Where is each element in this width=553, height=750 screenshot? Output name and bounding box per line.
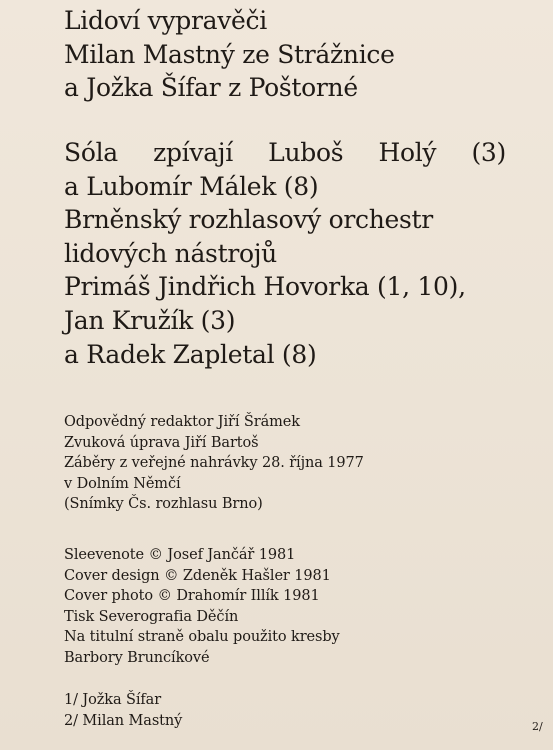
narrators-line: Milan Mastný ze Strážnice <box>64 39 395 69</box>
photo-caption: 1/ Jožka Šífar <box>64 692 162 708</box>
performers-word: Holý <box>378 138 437 167</box>
narrators-block <box>64 4 395 105</box>
credits-line: Cover design © Zdeněk Hašler 1981 <box>64 567 331 584</box>
narrators-line: a Jožka Šífar z Poštorné <box>64 73 358 103</box>
credits-line: Cover photo © Drahomír Illík 1981 <box>64 588 320 605</box>
performers-word: Luboš <box>268 138 344 167</box>
performers-line: lidových nástrojů <box>64 238 277 268</box>
credits-block <box>64 545 340 669</box>
credits-line: Sleevenote © Josef Jančář 1981 <box>64 547 296 563</box>
narrators-line: Lidoví vypravěči <box>64 6 267 35</box>
credits-line: Tisk Severografia Děčín <box>64 608 239 625</box>
page-marker: 2/ <box>532 720 543 733</box>
performers-word: (3) <box>471 138 506 167</box>
performers-block <box>64 136 524 371</box>
performers-first-line <box>64 136 506 170</box>
photo-caption: 2/ Milan Mastný <box>64 712 183 729</box>
performers-word: zpívají <box>153 138 233 167</box>
performers-line: a Radek Zapletal (8) <box>64 339 317 369</box>
production-line: Odpovědný redaktor Jiří Šrámek <box>64 414 300 430</box>
performers-line: Primáš Jindřich Hovorka (1, 10), <box>64 272 466 302</box>
performers-line: Jan Kružík (3) <box>64 305 236 335</box>
production-line: (Snímky Čs. rozhlasu Brno) <box>64 496 263 513</box>
production-line: Záběry z veřejné nahrávky 28. října 1977 <box>64 455 364 472</box>
performers-line: Brněnský rozhlasový orchestr <box>64 205 433 235</box>
performers-word: Sóla <box>64 138 118 167</box>
credits-line: Na titulní straně obalu použito kresby <box>64 629 340 646</box>
production-line: Zvuková úprava Jiří Bartoš <box>64 434 259 451</box>
production-block <box>64 412 364 515</box>
production-line: v Dolním Němčí <box>64 475 181 492</box>
credits-line: Barbory Bruncíkové <box>64 649 210 666</box>
photo-captions-block <box>64 690 182 731</box>
performers-line: a Lubomír Málek (8) <box>64 171 319 201</box>
